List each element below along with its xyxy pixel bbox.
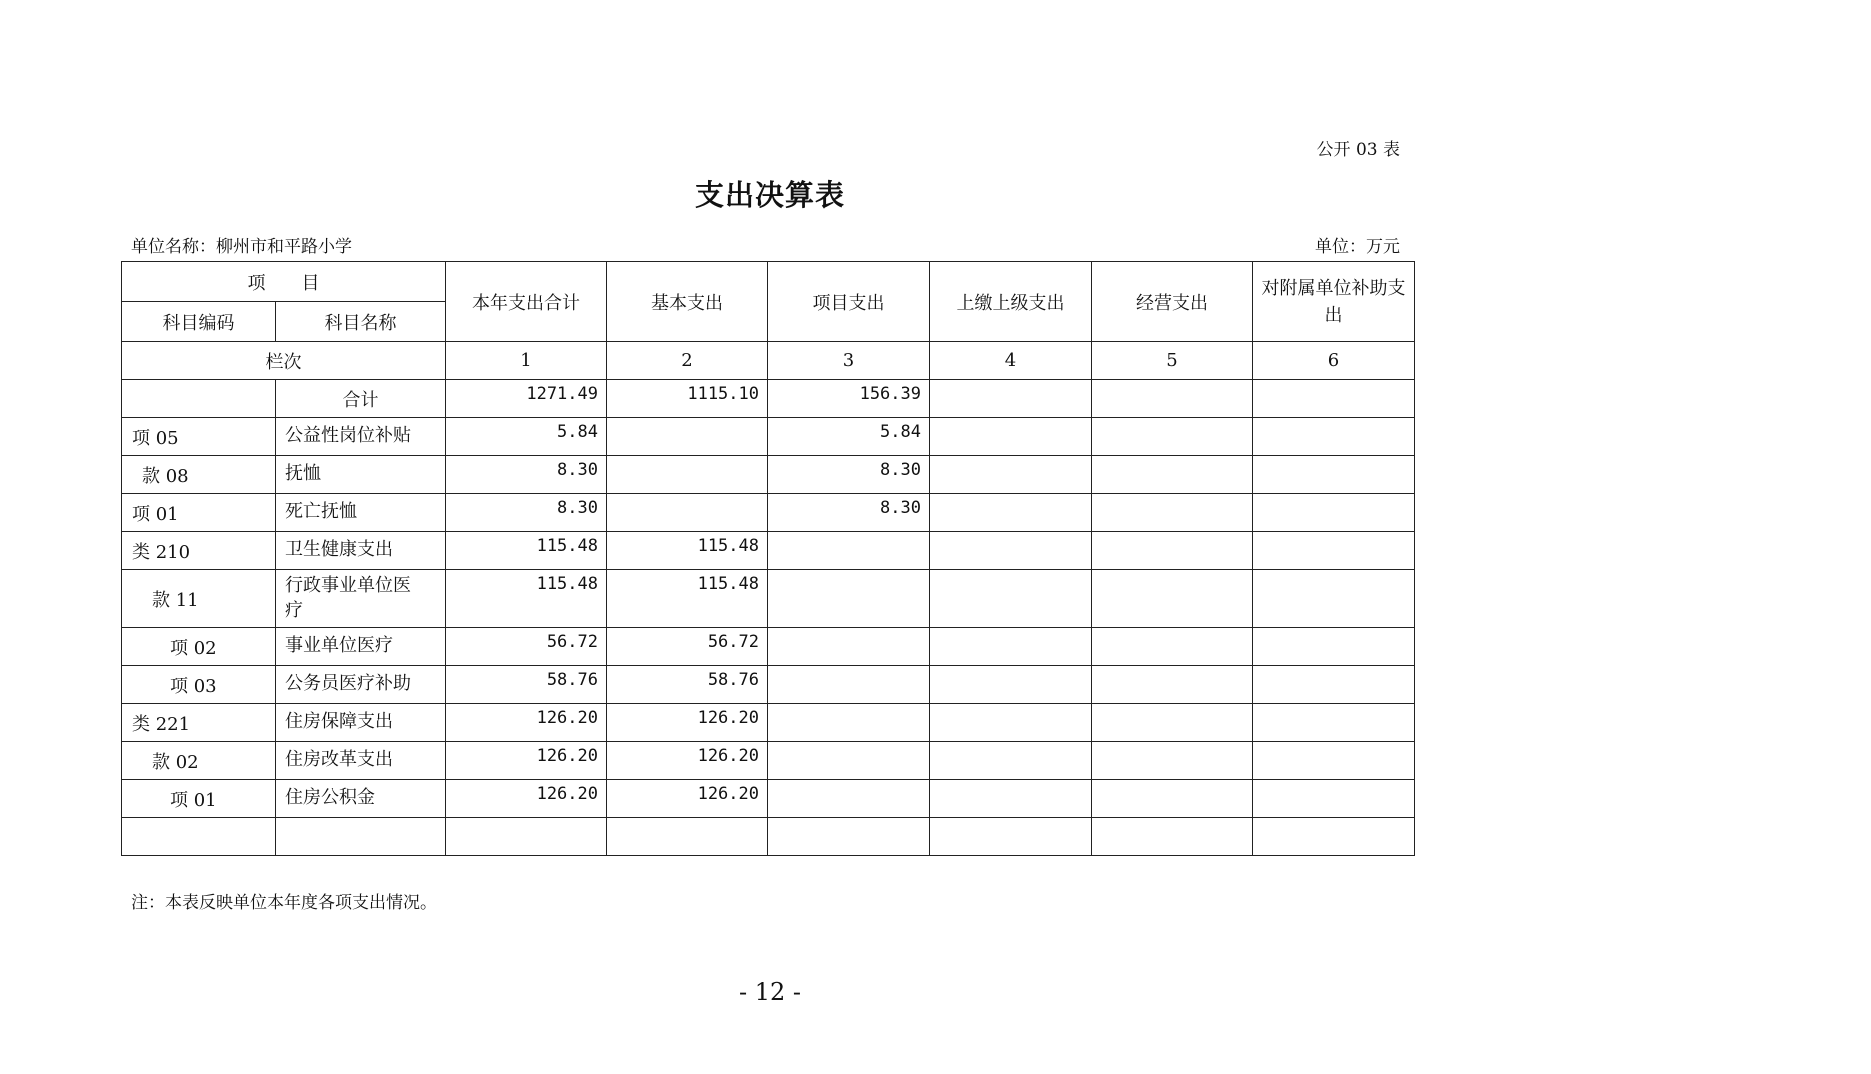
value-cell: 56.72	[607, 628, 768, 666]
empty-row	[122, 818, 1415, 856]
value-cell: 115.48	[607, 532, 768, 570]
table-row	[122, 780, 1415, 818]
table-row	[122, 570, 1415, 628]
subject-name-cell: 住房保障支出	[276, 704, 446, 742]
table-row	[122, 494, 1415, 532]
subject-name-cell: 公务员医疗补助	[276, 666, 446, 704]
total-value-cell	[1253, 380, 1415, 418]
column-index: 5	[1092, 342, 1253, 380]
empty-cell	[1253, 818, 1415, 856]
total-value-cell: 1271.49	[446, 380, 607, 418]
value-cell: 115.48	[446, 532, 607, 570]
table-row	[122, 666, 1415, 704]
subject-name-cell: 卫生健康支出	[276, 532, 446, 570]
value-cell	[930, 532, 1092, 570]
value-cell	[1253, 494, 1415, 532]
value-cell	[1253, 456, 1415, 494]
total-value-cell	[1092, 380, 1253, 418]
table-note: 注：本表反映单位本年度各项支出情况。	[131, 893, 437, 913]
value-cell	[1092, 780, 1253, 818]
empty-cell	[276, 818, 446, 856]
currency-unit: 单位：万元	[1315, 237, 1400, 257]
value-cell	[768, 570, 930, 628]
subject-code-cell: 类 210	[122, 532, 276, 570]
value-cell	[1092, 494, 1253, 532]
total-value-cell: 156.39	[768, 380, 930, 418]
value-cell	[1092, 570, 1253, 628]
total-label: 合计	[276, 380, 446, 418]
table-row	[122, 704, 1415, 742]
value-cell: 115.48	[607, 570, 768, 628]
subject-name-cell: 行政事业单位医疗	[276, 570, 446, 628]
value-cell: 8.30	[768, 456, 930, 494]
value-cell	[930, 742, 1092, 780]
empty-cell	[607, 818, 768, 856]
value-cell: 58.76	[446, 666, 607, 704]
value-cell: 5.84	[446, 418, 607, 456]
subject-code-cell: 款 02	[122, 742, 276, 780]
form-number: 公开 03 表	[1316, 140, 1400, 160]
value-cell: 126.20	[607, 780, 768, 818]
value-cell	[930, 704, 1092, 742]
header-subject-code: 科目编码	[122, 302, 276, 342]
value-cell: 58.76	[607, 666, 768, 704]
header-remit-superior: 上缴上级支出	[930, 262, 1092, 342]
value-cell	[768, 532, 930, 570]
total-value-cell: 1115.10	[607, 380, 768, 418]
value-cell	[768, 704, 930, 742]
value-cell	[930, 780, 1092, 818]
subject-name-cell: 死亡抚恤	[276, 494, 446, 532]
header-subject-name: 科目名称	[276, 302, 446, 342]
header-subsidy-affiliates: 对附属单位补助支出	[1253, 262, 1415, 342]
value-cell: 56.72	[446, 628, 607, 666]
expenditure-table	[121, 261, 1415, 856]
table-row	[122, 628, 1415, 666]
subject-name-cell: 住房改革支出	[276, 742, 446, 780]
value-cell	[930, 456, 1092, 494]
value-cell: 8.30	[768, 494, 930, 532]
subject-code-cell: 项 01	[122, 780, 276, 818]
value-cell	[1253, 704, 1415, 742]
header-row	[122, 262, 1415, 302]
value-cell	[1253, 742, 1415, 780]
value-cell	[768, 628, 930, 666]
column-index: 3	[768, 342, 930, 380]
value-cell	[930, 494, 1092, 532]
column-index-row	[122, 342, 1415, 380]
subject-code-cell: 项 02	[122, 628, 276, 666]
value-cell	[930, 628, 1092, 666]
column-index-label: 栏次	[122, 342, 446, 380]
column-index: 4	[930, 342, 1092, 380]
value-cell: 5.84	[768, 418, 930, 456]
subject-code-cell: 项 05	[122, 418, 276, 456]
value-cell	[768, 742, 930, 780]
table-row	[122, 456, 1415, 494]
value-cell: 115.48	[446, 570, 607, 628]
table-row	[122, 418, 1415, 456]
total-value-cell	[930, 380, 1092, 418]
value-cell	[1253, 628, 1415, 666]
page-number: - 12 -	[738, 978, 801, 1006]
value-cell	[930, 418, 1092, 456]
document-title: 支出决算表	[694, 178, 845, 212]
value-cell	[1253, 570, 1415, 628]
empty-cell	[930, 818, 1092, 856]
value-cell	[1253, 532, 1415, 570]
subject-code-cell: 款 11	[122, 570, 276, 628]
value-cell	[768, 780, 930, 818]
value-cell: 126.20	[607, 704, 768, 742]
value-cell	[607, 456, 768, 494]
subject-name-cell: 公益性岗位补贴	[276, 418, 446, 456]
value-cell: 8.30	[446, 456, 607, 494]
value-cell	[768, 666, 930, 704]
column-index: 6	[1253, 342, 1415, 380]
value-cell: 126.20	[446, 704, 607, 742]
table-row	[122, 532, 1415, 570]
value-cell	[930, 666, 1092, 704]
value-cell	[1092, 666, 1253, 704]
empty-cell	[1092, 818, 1253, 856]
value-cell: 126.20	[607, 742, 768, 780]
value-cell	[1253, 666, 1415, 704]
header-project-expenditure: 项目支出	[768, 262, 930, 342]
value-cell	[1253, 418, 1415, 456]
subject-code-cell: 项 01	[122, 494, 276, 532]
value-cell	[1092, 532, 1253, 570]
subject-code-cell: 款 08	[122, 456, 276, 494]
subject-name-cell: 事业单位医疗	[276, 628, 446, 666]
value-cell: 126.20	[446, 742, 607, 780]
value-cell	[930, 570, 1092, 628]
total-code-cell	[122, 380, 276, 418]
empty-cell	[122, 818, 276, 856]
value-cell	[1092, 742, 1253, 780]
value-cell	[1092, 456, 1253, 494]
subject-code-cell: 类 221	[122, 704, 276, 742]
column-index: 1	[446, 342, 607, 380]
value-cell	[1253, 780, 1415, 818]
table-row	[122, 742, 1415, 780]
value-cell	[1092, 628, 1253, 666]
unit-name: 单位名称：柳州市和平路小学	[131, 237, 352, 257]
value-cell	[1092, 704, 1253, 742]
subject-name-cell: 住房公积金	[276, 780, 446, 818]
header-total-expenditure: 本年支出合计	[446, 262, 607, 342]
subject-name-cell: 抚恤	[276, 456, 446, 494]
empty-cell	[446, 818, 607, 856]
value-cell	[1092, 418, 1253, 456]
header-basic-expenditure: 基本支出	[607, 262, 768, 342]
value-cell	[607, 494, 768, 532]
value-cell: 8.30	[446, 494, 607, 532]
value-cell	[607, 418, 768, 456]
column-index: 2	[607, 342, 768, 380]
subject-code-cell: 项 03	[122, 666, 276, 704]
total-row	[122, 380, 1415, 418]
value-cell: 126.20	[446, 780, 607, 818]
empty-cell	[768, 818, 930, 856]
header-operating-expenditure: 经营支出	[1092, 262, 1253, 342]
header-item: 项 目	[122, 262, 446, 302]
